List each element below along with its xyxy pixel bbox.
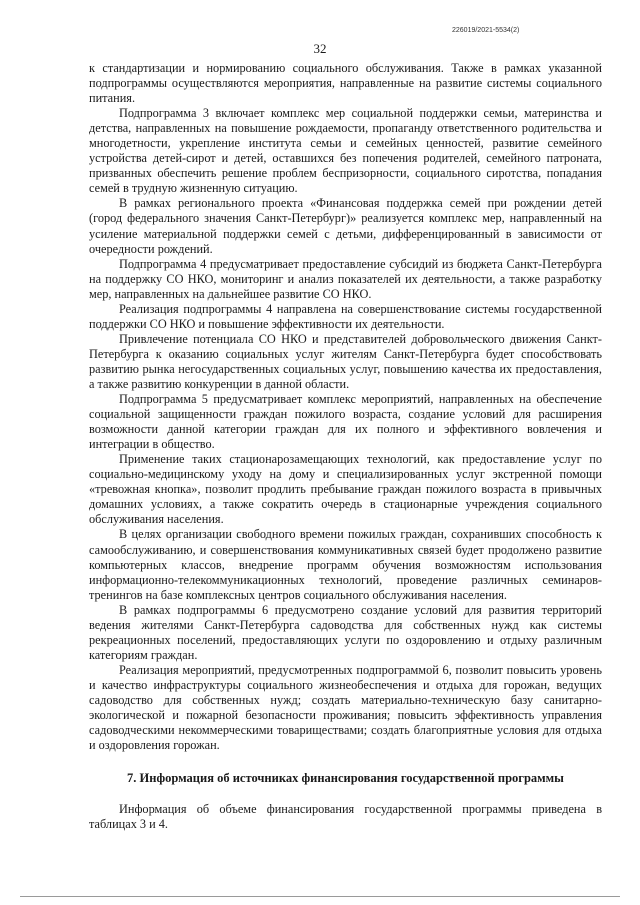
paragraph-elderly-leisure: В целях организации свободного времени пожилых граждан, сохранивших способность к самообслуживанию, и совершенствования коммуникативных связей будет продолжено развитие компьютерных классов, внедрение программ обучения возможностям использования информационно-телекоммуникационных технологий, проведение различных семинаров-тренингов на базе комплексных центров социального обслуживания населения.: [89, 527, 602, 602]
paragraph-so-nko-involvement: Привлечение потенциала СО НКО и представителей добровольческого движения Санкт-Петербурга к оказанию социальных услуг жителям Санкт-Петербурга будет способствовать развитию рынка негосударственных социальных услуг, повышению качества их предоставления, а также развитию конкуренции в данной области.: [89, 331, 602, 391]
paragraph-subprogram-3: Подпрограмма 3 включает комплекс мер социальной поддержки семьи, материнства и детства, направленных на повышение рождаемости, пропаганду ответственного родительства и многодетности, укрепление института семьи и семейных ценностей, развитие семейного устройства детей-сирот и детей, оставшихся без попечения родителей, семейного патроната, призванных обеспечить решение проблем беспризорности, социального сиротства, попадания семей в трудную жизненную ситуацию.: [89, 106, 602, 196]
paragraph-subprogram-6: В рамках подпрограммы 6 предусмотрено создание условий для развития территорий ведения жителями Санкт-Петербурга садоводства для собственных нужд как системы рекреационных поселений, предоставляющих услуги по оздоровлению и отдыху различным категориям граждан.: [89, 602, 602, 662]
paragraph-subprogram-6-implementation: Реализация мероприятий, предусмотренных подпрограммой 6, позволит повысить уровень и качество инфраструктуры социального жизнеобеспечения и отдыха для горожан, ведущих садоводство для собственных нужд; создать материально-техническую базу санитарно-экологической и пожарной безопасности проживания; повысить эффективность управления садоводческими некоммерческими товариществами; создать благоприятные условия для отдыха и оздоровления горожан.: [89, 662, 602, 753]
section-heading: 7. Информация об источниках финансирования государственной программы: [127, 771, 564, 786]
paragraph-subprogram-5: Подпрограмма 5 предусматривает комплекс мероприятий, направленных на обеспечение социальной защищенности граждан пожилого возраста, создание условий для расширения возможности данной категории граждан для их полного и эффективного вовлечения и интеграции в общество.: [89, 392, 602, 452]
document-registration-number: 226019/2021-5534(2): [452, 27, 520, 34]
page-number: 32: [313, 41, 327, 56]
paragraph-home-care-technologies: Применение таких стационарозамещающих технологий, как предоставление услуг по социально-медицинскому уходу на дому и специализированных услуг экстренной помощи «тревожная кнопка», позволит продлить пребывание граждан пожилого возраста в привычных домашних условиях, а также сократить очередь в стационарные учреждения социального обслуживания населения.: [89, 452, 602, 527]
paragraph-regional-project: В рамках регионального проекта «Финансовая поддержка семей при рождении детей (город федерального значения Санкт-Петербург)» реализуется комплекс мер, направленный на усиление материальной поддержки семей с детьми, дифференцированный в зависимости от очередности рождений.: [89, 196, 602, 256]
paragraph-subprogram-4: Подпрограмма 4 предусматривает предоставление субсидий из бюджета Санкт-Петербурга на поддержку СО НКО, мониторинг и анализ показателей их деятельности, а также разработку мер, направленных на дальнейшее развитие СО НКО.: [89, 256, 602, 301]
paragraph-subprogram-4-implementation: Реализация подпрограммы 4 направлена на совершенствование системы государственной поддержки СО НКО и повышение эффективности их деятельности.: [89, 301, 602, 331]
paragraph-financing-info: Информация об объеме финансирования государственной программы приведена в таблицах 3 и 4.: [89, 802, 602, 832]
page-bottom-edge-line: [20, 896, 620, 897]
document-body: [89, 61, 602, 832]
paragraph-continuation: к стандартизации и нормированию социального обслуживания. Также в рамках указанной подпрограммы осуществляются мероприятия, направленные на развитие системы социального питания.: [89, 61, 602, 106]
